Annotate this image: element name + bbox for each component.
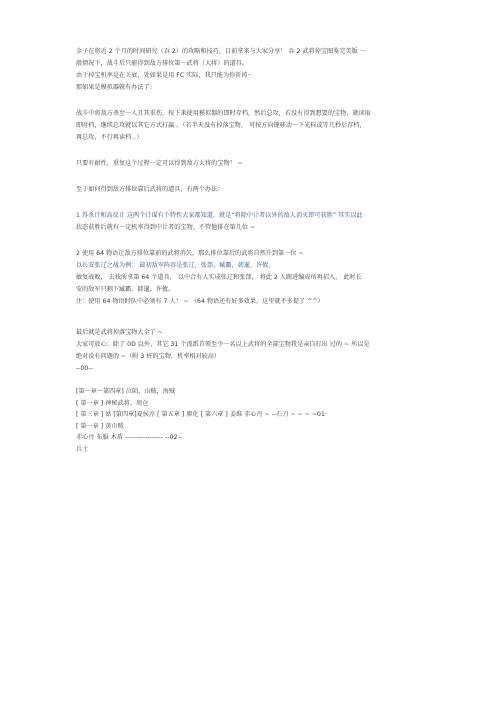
paragraph-intro	[76, 46, 434, 94]
text-line: --00--	[76, 365, 93, 372]
text-line: [ 第一章 ] 神秘武将，周仓	[76, 399, 149, 407]
text-line: 那如果是模拟器就有办法了：	[76, 84, 156, 91]
text-line: 赤心丹 布服 木盾 ----------------- --02--	[76, 434, 183, 441]
text-line: 至于如何得到敌方排位靠后武将的道具，有两个办法：	[76, 186, 224, 193]
paragraph-method-2	[76, 248, 434, 308]
paragraph-two-methods	[76, 184, 434, 196]
text-line: 2 使用 64 物语让敌方排位靠前的武将消失，那么排位靠后的武将自然升到第一位 ~	[76, 250, 304, 257]
text-line: 敏复战败， 去找所拿第 64 个道具， 以中合有人实成张辽和张郃， 将此 2 人踢进编成所再招入， 此时长	[76, 274, 362, 281]
text-line: [ 第三章 ] 姑 [第四章]夏侯淳 [ 第五章 ] 廖化 [ 第六章 ] 姜维 赤心丹 ~ --石刀 ~ ~ ~ ~01·	[76, 411, 327, 418]
text-line: 绝对没有问题的 ~（附 3 桩的宝物，机率相对较高）	[76, 353, 221, 360]
text-line: 注：使用 64 物语时队中必须有 7 人！ ~ （64 物语还有好多效果，这里就不多提了 ^^）	[76, 298, 324, 305]
text-line: 以长安张辽之战为例： 最初敌军阵容是张辽，张郃，臧霸，韩暹，许攸。	[76, 262, 275, 269]
text-line: [ 第一章 ] 黄巾贼	[76, 422, 124, 430]
text-line: 只要有耐性，重复这个过程一定可以得到敌方大将的宝物！ ~	[76, 160, 243, 167]
text-line: [第一章～第四章] 泣陨，山贼，海贼	[76, 388, 175, 395]
text-line: 状态获胜后就有一定机率得到中计者的宝物，不管他排在第几位 ~	[76, 224, 256, 231]
text-line: 大家可放心：除了 0D 以外，其它 31 个流派首领至少一名以上武将的全部宝物我是亲自打出 过的 ~ 所以是	[76, 341, 370, 348]
text-line: 般情况下，战斗后只能得到敌方排位第一武将（大将）的道具。	[76, 60, 249, 67]
text-line: 金子在将近 2 个月的时间研究（吞 2）的攻略和技巧，目前拿来与大家分享！ 吞 2 武将掉宝图鉴完美版 一	[76, 48, 366, 55]
text-line: 再总攻，不行再读档 。）	[76, 134, 143, 141]
text-line: 安的敌军只剩下臧霸，韩暹，许攸。	[76, 286, 175, 293]
text-line: 最后就是武将掉落宝物大全了 ~	[76, 329, 164, 336]
text-line: 兵士	[76, 445, 89, 453]
paragraph-patience	[76, 158, 434, 170]
paragraph-treasure-list	[76, 386, 434, 455]
paragraph-emulator-method	[76, 108, 434, 144]
text-line: 1 得杀计和高反计 这两个计谋有个特性大家都知道，就是“将除中计者以外的敌人消灭即可获胜” 其实以此	[76, 212, 363, 219]
text-line: 战斗中将敌方杀至一人且其重伤，按下来使用模拟器的即时存档，然后总攻，若没有得到想要的宝物，就读取	[76, 110, 371, 117]
text-line: 由于掉宝机率是在关底，处如果是用 FC 实际，我只能为你祈祷··	[76, 72, 252, 79]
document-body	[76, 46, 434, 466]
paragraph-treasure-list-intro	[76, 327, 434, 375]
text-line: 即时档，继续总攻就以其它方式打赢 。（若半天没有掉落宝物， 可按方向键移动一下光标或等几秒后存档，	[76, 122, 366, 129]
paragraph-method-1	[76, 210, 434, 234]
